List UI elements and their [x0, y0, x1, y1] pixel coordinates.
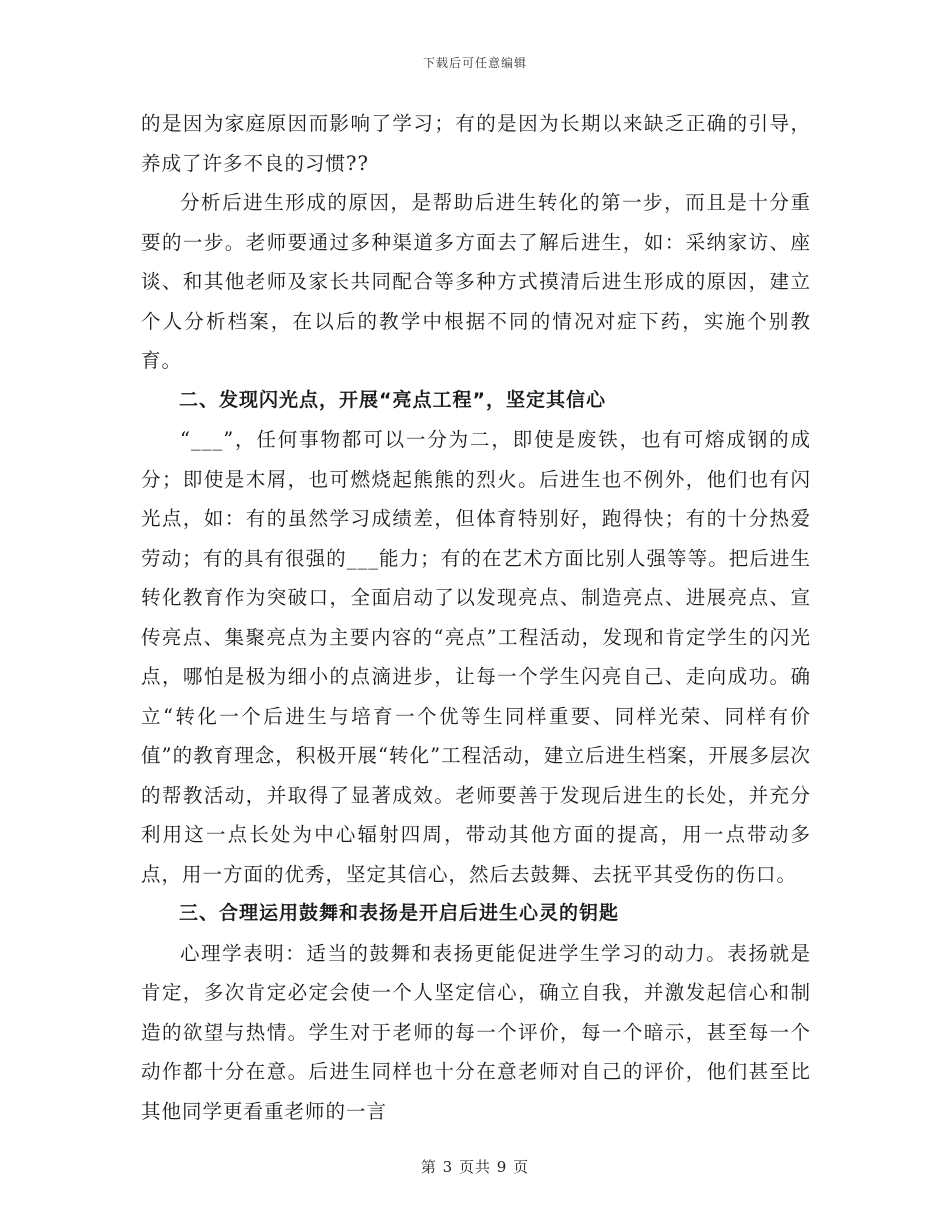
paragraph-praise: 心理学表明：适当的鼓舞和表扬更能促进学生学习的动力。表扬就是肯定，多次肯定必定会使一个人坚定信心，确立自我，并激发起信心和制造的欲望与热情。学生对于老师的每一个评价，每一个暗示，甚至每一个动作都十分在意。后进生同样也十分在意老师对自己的评价，他们甚至比其他同学更看重老师的一言	[141, 941, 811, 1123]
page-number: 第 3 页共 9 页	[420, 1158, 530, 1176]
paragraph-continuation: 的是因为家庭原因而影响了学习；有的是因为长期以来缺乏正确的引导，养成了许多不良的习惯??	[141, 112, 811, 175]
document-body	[141, 104, 811, 1131]
section-heading-2: 二、发现闪光点，开展“亮点工程”，坚定其信心	[179, 388, 606, 411]
paragraph-highlights: “___”，任何事物都可以一分为二，即使是废铁，也有可熔成钢的成分；即使是木屑，也可燃烧起熊熊的烈火。后进生也不例外，他们也有闪光点，如：有的虽然学习成绩差，但体育特别好，跑得快；有的十分热爱劳动；有的具有很强的___能力；有的在艺术方面比别人强等等。把后进生转化教育作为突破口，全面启动了以发现亮点、制造亮点、进展亮点、宣传亮点、集聚亮点为主要内容的“亮点”工程活动，发现和肯定学生的闪光点，哪怕是极为细小的点滴进步，让每一个学生闪亮自己、走向成功。确立“转化一个后进生与培育一个优等生同样重要、同样光荣、同样有价值”的教育理念，积极开展“转化”工程活动，建立后进生档案，开展多层次的帮教活动，并取得了显著成效。老师要善于发现后进生的长处，并充分利用这一点长处为中心辐射四周，带动其他方面的提高，用一点带动多点，用一方面的优秀，坚定其信心，然后去鼓舞、去抚平其受伤的伤口。	[141, 428, 811, 886]
section-heading-3: 三、合理运用鼓舞和表扬是开启后进生心灵的钥匙	[179, 902, 620, 924]
paragraph-analysis: 分析后进生形成的原因，是帮助后进生转化的第一步，而且是十分重要的一步。老师要通过多种渠道多方面去了解后进生，如：采纳家访、座谈、和其他老师及家长共同配合等多种方式摸清后进生形成的原因，建立个人分析档案，在以后的教学中根据不同的情况对症下药，实施个别教育。	[141, 191, 811, 372]
page-header: 下载后可任意编辑	[422, 56, 527, 70]
